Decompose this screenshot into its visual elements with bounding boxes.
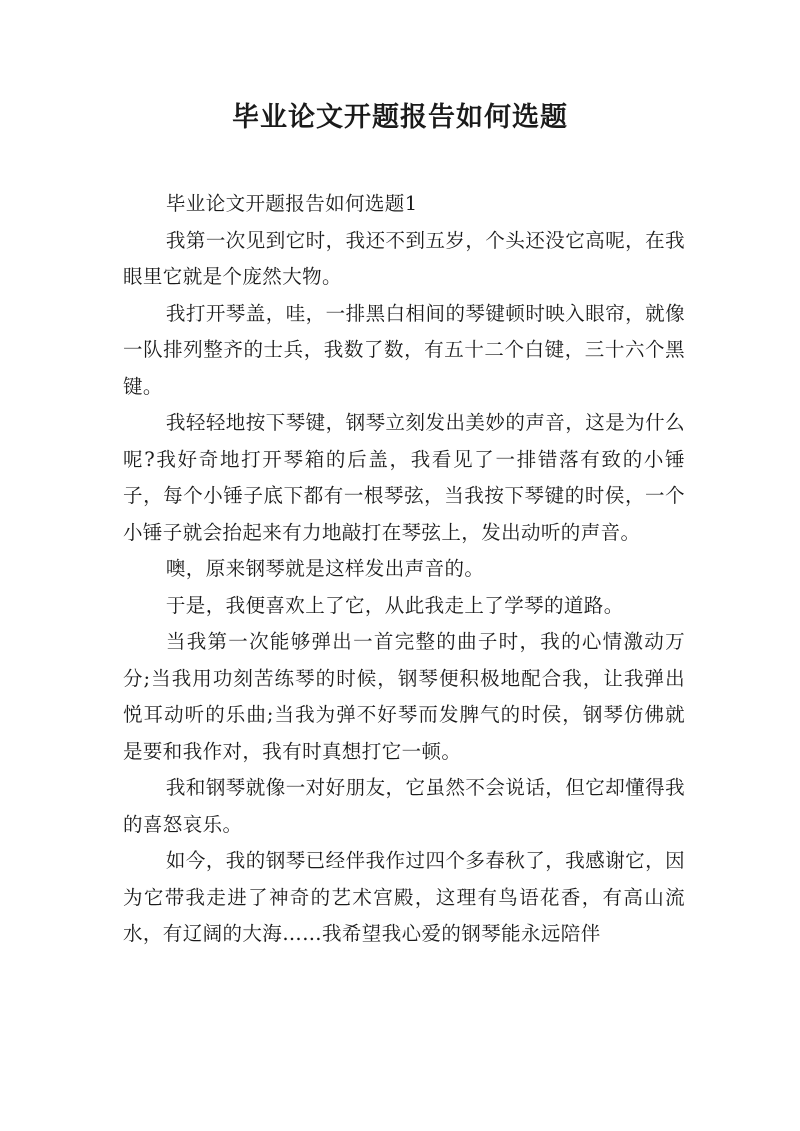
document-title: 毕业论文开题报告如何选题	[232, 102, 568, 133]
paragraph: 我轻轻地按下琴键，钢琴立刻发出美妙的声音，这是为什么呢?我好奇地打开琴箱的后盖，我看见了一排错落有致的小锤子，每个小锤子底下都有一根琴弦，当我按下琴键的时侯，一个小锤子就会抬起来有力地敲打在琴弦上，发出动听的声音。	[123, 411, 685, 544]
paragraph: 我第一次见到它时，我还不到五岁，个头还没它高呢，在我眼里它就是个庞然大物。	[123, 228, 685, 288]
paragraph: 我打开琴盖，哇，一排黑白相间的琴键顿时映入眼帘，就像一队排列整齐的士兵，我数了数，有五十二个白键，三十六个黑键。	[123, 301, 685, 398]
paragraph: 我和钢琴就像一对好朋友，它虽然不会说话，但它却懂得我的喜怒哀乐。	[123, 776, 685, 836]
document-body	[123, 186, 685, 953]
paragraph: 当我第一次能够弹出一首完整的曲子时，我的心情激动万分;当我用功刻苦练琴的时候，钢琴便积极地配合我，让我弹出悦耳动听的乐曲;当我为弹不好琴而发脾气的时侯，钢琴仿佛就是要和我作对，我有时真想打它一顿。	[123, 630, 685, 763]
paragraph: 噢，原来钢琴就是这样发出声音的。	[165, 557, 485, 580]
section-heading: 毕业论文开题报告如何选题1	[165, 192, 418, 215]
paragraph: 如今，我的钢琴已经伴我作过四个多春秋了，我感谢它，因为它带我走进了神奇的艺术宫殿，这理有鸟语花香，有高山流水，有辽阔的大海……我希望我心爱的钢琴能永远陪伴	[123, 849, 685, 945]
paragraph: 于是，我便喜欢上了它，从此我走上了学琴的道路。	[165, 593, 624, 617]
